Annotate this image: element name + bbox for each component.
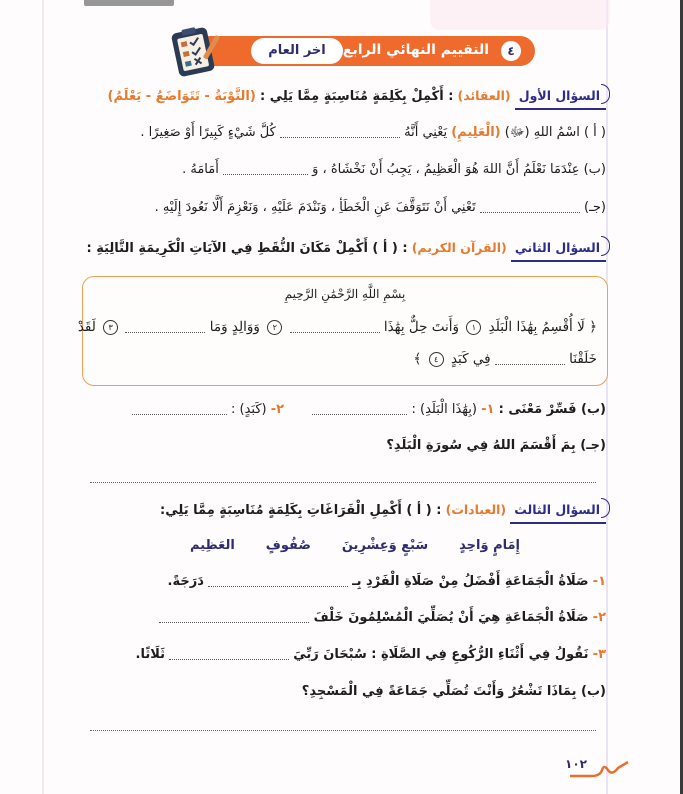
quran-verses-box bbox=[77, 276, 608, 386]
ayah-number-1: ١ bbox=[466, 320, 481, 335]
q2-b-num-2: ٢- bbox=[270, 402, 285, 417]
q3-instruction: : ( أ ) أَكْمِلِ الْفَرَاغَاتِ بِكَلِمَةٍ مُنَاسِبَةٍ مِمَّا يَلِي: bbox=[160, 503, 442, 518]
q3-b-answer-line[interactable] bbox=[90, 730, 596, 731]
q1-item-b bbox=[86, 160, 606, 180]
ayah-close-bracket: ﴾ bbox=[413, 351, 422, 367]
page-swoosh-decoration bbox=[570, 760, 630, 780]
ayah-4-end: فِي كَبَدٍ bbox=[450, 351, 491, 367]
q1-subject: (العقائد) bbox=[457, 88, 511, 103]
ayah-number-2: ٢ bbox=[267, 320, 282, 335]
choice-2: صُفُوفٍ bbox=[265, 538, 311, 553]
q2-instruction: : ( أ ) أَكْمِلْ مَكَانَ النُّقَطِ فِي الآيَاتِ الْكَرِيمَةِ التَّالِيَةِ : bbox=[86, 241, 408, 256]
ayah-4-start: لَقَدْ bbox=[77, 319, 96, 335]
banner-title: التقييم النهائي الرابع bbox=[342, 42, 489, 58]
ayah-4-text: خَلَقْنَا bbox=[569, 351, 597, 367]
choice-0: إِمَامٍ وَاحِدٍ bbox=[459, 538, 520, 553]
assessment-banner bbox=[165, 30, 535, 74]
q3-header bbox=[86, 500, 606, 522]
q1-a-highlight: (الْعَلِيمِ) bbox=[451, 125, 501, 140]
watermark-logo bbox=[430, 0, 610, 30]
page-number: ١٠٢ bbox=[565, 757, 587, 771]
q1-item-c bbox=[86, 198, 606, 218]
banner-tag: اخر العام bbox=[251, 38, 343, 64]
q2-b-num-1: ١- bbox=[481, 402, 495, 417]
q1-instruction: : أَكْمِلْ بِكَلِمَةٍ مُنَاسِبَةٍ مِمَّا يَلِي : bbox=[259, 89, 454, 104]
choice-3: العَظِيم bbox=[190, 538, 235, 553]
q3-item-3-suffix: ثَلَاثًا. bbox=[135, 647, 165, 662]
q2-b-term-2: (كَبَدٍ) : bbox=[231, 402, 267, 417]
q3-item-1-blank[interactable] bbox=[208, 576, 348, 587]
q2-b-term-1: (بِهَٰذَا الْبَلَدِ) : bbox=[411, 402, 477, 417]
q3-item-2-prefix: صَلَاةُ الْجَمَاعَةِ هِيَ أَنْ يُصَلِّيَ الْمُسْلِمُونَ خَلْفَ bbox=[313, 610, 589, 625]
section-number-badge: ٤ bbox=[501, 41, 521, 61]
ayah-1-text: ﴿ لَا أُقْسِمُ بِهَٰذَا الْبَلَدِ bbox=[488, 319, 597, 335]
q1-b-blank[interactable] bbox=[223, 164, 308, 175]
q2-header bbox=[86, 238, 606, 260]
q3-item-3 bbox=[86, 645, 606, 665]
q2-item-b bbox=[86, 400, 606, 420]
q1-c-blank[interactable] bbox=[480, 202, 580, 213]
q3-item-3-num: ٣- bbox=[592, 647, 606, 662]
q2-item-c: (جـ) بِمَ أَقْسَمَ اللهُ فِي سُورَةِ الْبَلَدِ؟ bbox=[386, 438, 606, 453]
q2-b-blank-2[interactable] bbox=[132, 404, 227, 415]
q1-c-suffix: تَعْنِي أَنْ نَتَوَقَّفَ عَنِ الْخَطَأِ ، وَنَنْدَمَ عَلَيْهِ ، وَنَعْزِمَ أَلَّا نَعُودَ إِلَيْهِ . bbox=[154, 200, 476, 215]
q3-item-1-suffix: دَرَجَةً. bbox=[167, 574, 204, 589]
q3-item-2 bbox=[86, 608, 606, 628]
choice-1: سَبْعٍ وَعِشْرِينَ bbox=[341, 538, 429, 553]
ayah-2-blank[interactable] bbox=[290, 322, 380, 333]
q3-subject: (العبادات) bbox=[445, 502, 507, 517]
q2-b-prefix: (ب) فَسِّرْ مَعْنَى : bbox=[498, 402, 606, 417]
ayah-line-2 bbox=[413, 351, 597, 367]
q1-b-suffix: أَمَامَهُ . bbox=[182, 162, 219, 177]
bismillah: بِسْمِ اللَّهِ الرَّحْمَٰنِ الرَّحِيمِ bbox=[284, 287, 406, 301]
q3-item-b: (ب) بِمَاذَا تَشْعُرُ وَأَنْتَ تُصَلِّي جَمَاعَةً فِي الْمَسْجِدِ؟ bbox=[301, 684, 606, 699]
q3-item-3-blank[interactable] bbox=[169, 649, 289, 660]
ayah-number-3: ٣ bbox=[103, 320, 118, 335]
q1-a-blank[interactable] bbox=[280, 127, 400, 138]
ayah-4-blank[interactable] bbox=[495, 354, 565, 365]
q3-item-2-blank[interactable] bbox=[159, 612, 309, 623]
q3-item-2-num: ٢- bbox=[592, 610, 606, 625]
q1-header bbox=[86, 86, 606, 108]
ayah-3-blank[interactable] bbox=[125, 322, 205, 333]
q2-b-blank-1[interactable] bbox=[312, 404, 407, 415]
q1-a-prefix: ( أ ) اسْمُ اللهِ (ﷻ) bbox=[504, 125, 606, 140]
q2-subject: (القرآن الكريم) bbox=[411, 240, 507, 255]
clipboard-checklist-icon bbox=[171, 24, 223, 78]
q1-word-bank: (التَّوْبَةُ - تَتَوَاضَعُ - يَعْلَمُ) bbox=[107, 89, 256, 104]
q3-item-1-num: ١- bbox=[592, 574, 606, 589]
q1-a-middle: يَعْنِي أَنَّهُ bbox=[404, 125, 448, 140]
q3-item-1 bbox=[86, 572, 606, 592]
q2-label: السؤال الثاني bbox=[511, 238, 606, 260]
q1-c-prefix: (جـ) bbox=[584, 200, 606, 215]
q3-label: السؤال الثالث bbox=[510, 500, 606, 522]
q3-item-1-prefix: صَلَاةُ الْجَمَاعَةِ أَفْضَلُ مِنْ صَلَاةِ الْفَرْدِ بِـ bbox=[352, 574, 589, 589]
left-margin-line bbox=[42, 0, 44, 794]
q2-c-answer-line[interactable] bbox=[90, 482, 596, 483]
ayah-2-text: وَأَنتَ حِلٌّ بِهَٰذَا bbox=[383, 319, 460, 335]
ayah-line-1 bbox=[78, 319, 597, 335]
q3-word-choices bbox=[190, 538, 520, 553]
q1-label: السؤال الأول bbox=[515, 86, 606, 108]
right-margin-line bbox=[606, 0, 608, 794]
ayah-3-text: وَوَالِدٍ وَمَا bbox=[209, 319, 260, 335]
ayah-number-4: ٤ bbox=[429, 352, 444, 367]
q1-a-suffix: كُلَّ شَيْءٍ كَبِيرًا أَوْ صَغِيرًا . bbox=[140, 125, 276, 140]
q1-b-prefix: (ب) عِنْدَمَا نَعْلَمُ أَنَّ اللهَ هُوَ الْعَظِيمُ ، يَجِبُ أَنْ نَخْشَاهُ ، وَ bbox=[312, 162, 606, 177]
q1-item-a bbox=[86, 123, 606, 143]
top-header-strip bbox=[84, 0, 174, 6]
q3-item-3-prefix: نَقُولُ فِي أَثْنَاءِ الرُّكُوعِ فِي الصَّلَاةِ : سُبْحَانَ رَبِّيَ bbox=[293, 647, 589, 662]
